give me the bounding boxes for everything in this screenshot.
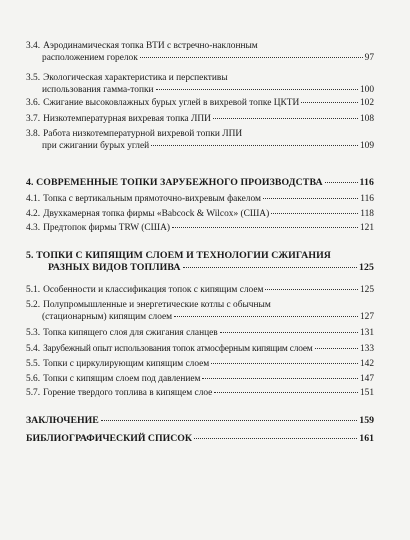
entry-title: Аэродинамическая топка ВТИ с встречно-наклонным	[43, 41, 258, 51]
toc-entry	[26, 358, 374, 370]
page-number: 118	[360, 209, 374, 219]
bibliography-heading	[26, 433, 374, 445]
page-number: 121	[359, 223, 374, 233]
page-number: 161	[359, 433, 374, 444]
leader-dots	[271, 213, 358, 214]
section-number: 3.6.	[26, 98, 41, 108]
section-number: 5.1.	[26, 285, 41, 295]
section-number: 5.3.	[26, 328, 41, 338]
entry-title: Топка кипящего слоя для сжигания сланцев	[43, 328, 218, 338]
section-number: 5.5.	[26, 359, 41, 369]
section-number: 5.2.	[26, 300, 41, 310]
section-number: 3.5.	[26, 73, 41, 83]
chapter-heading	[26, 250, 374, 274]
entry-title: Горение твердого топлива в кипящем слое	[43, 388, 213, 398]
entry-title: Топки с кипящим слоем под давлением	[43, 374, 201, 384]
toc-entry	[26, 343, 374, 355]
leader-dots	[213, 118, 358, 119]
section-number: 4.3.	[26, 223, 41, 233]
entry-title: Предтопок фирмы TRW (США)	[43, 223, 171, 233]
page-number: 116	[359, 177, 374, 188]
toc-entry	[26, 387, 374, 399]
entry-title-cont: (стационарным) кипящим слоем	[42, 312, 173, 322]
entry-title: Полупромышленные и энергетические котлы с обычным	[43, 300, 271, 310]
leader-dots	[101, 420, 357, 421]
entry-title: Особенности и классификация топок с кипящим слоем	[43, 285, 264, 295]
chapter-title-cont: РАЗНЫХ ВИДОВ ТОПЛИВА	[48, 262, 181, 273]
entry-title: Топка с вертикальным прямоточно-вихревым факелом	[43, 194, 261, 204]
leader-dots	[151, 145, 358, 146]
leader-dots	[172, 227, 358, 228]
section-number: 5.4.	[26, 344, 41, 354]
leader-dots	[220, 332, 358, 333]
leader-dots	[140, 57, 363, 58]
page-number: 100	[359, 85, 374, 95]
section-number: 3.4.	[26, 41, 41, 51]
entry-title-cont: использования гамма-топки	[42, 85, 154, 95]
leader-dots	[325, 182, 358, 183]
leader-dots	[263, 198, 358, 199]
page-number: 151	[359, 388, 374, 398]
page-number: 159	[359, 415, 374, 426]
toc-entry	[26, 222, 374, 234]
chapter-title: 4. СОВРЕМЕННЫЕ ТОПКИ ЗАРУБЕЖНОГО ПРОИЗВОДСТВА	[26, 177, 323, 188]
toc-entry	[26, 373, 374, 385]
leader-dots	[301, 102, 358, 103]
leader-dots	[183, 267, 357, 268]
leader-dots	[315, 348, 358, 349]
page-number: 125	[359, 262, 374, 273]
toc-entry	[26, 208, 374, 220]
section-number: 3.7.	[26, 114, 41, 124]
entry-title-cont: расположением горелок	[42, 53, 138, 63]
entry-title: Низкотемпературная вихревая топка ЛПИ	[43, 114, 211, 124]
entry-title-cont: при сжигании бурых углей	[42, 141, 150, 151]
page-number: 109	[359, 141, 374, 151]
toc-entry	[26, 193, 374, 205]
toc-entry	[26, 128, 374, 152]
page-number: 116	[360, 194, 374, 204]
toc-entry	[26, 284, 374, 296]
page-number: 125	[359, 285, 374, 295]
leader-dots	[214, 392, 358, 393]
section-number: 4.1.	[26, 194, 41, 204]
toc-entry	[26, 113, 374, 125]
conclusion-title: ЗАКЛЮЧЕНИЕ	[26, 415, 99, 426]
section-number: 3.8.	[26, 129, 41, 139]
leader-dots	[202, 378, 357, 379]
entry-title: Топки с циркулирующим кипящим слоем	[43, 359, 210, 369]
page-number: 147	[359, 374, 374, 384]
conclusion-heading	[26, 415, 374, 427]
toc-entry	[26, 97, 374, 109]
page-number: 133	[359, 344, 374, 354]
toc-entry	[26, 72, 374, 96]
page-number: 142	[359, 359, 374, 369]
section-number: 5.6.	[26, 374, 41, 384]
page-number: 131	[359, 328, 374, 338]
chapter-heading	[26, 177, 374, 189]
section-number: 4.2.	[26, 209, 41, 219]
page-number: 97	[364, 53, 374, 63]
entry-title: Сжигание высоковлажных бурых углей в вихревой топке ЦКТИ	[43, 98, 300, 108]
toc-entry	[26, 40, 374, 64]
page-number: 127	[359, 312, 374, 322]
toc-entry	[26, 299, 374, 323]
page-number: 102	[359, 98, 374, 108]
entry-title: Работа низкотемпературной вихревой топки ЛПИ	[43, 129, 243, 139]
leader-dots	[174, 316, 358, 317]
entry-title: Зарубежный опыт использования топок атмосферным кипящим слоем	[43, 344, 313, 354]
leader-dots	[194, 438, 357, 439]
bibliography-title: БИБЛИОГРАФИЧЕСКИЙ СПИСОК	[26, 433, 193, 444]
leader-dots	[265, 289, 358, 290]
entry-title: Экологическая характеристика и перспективы	[43, 73, 228, 83]
page-number: 108	[359, 114, 374, 124]
section-number: 5.7.	[26, 388, 41, 398]
leader-dots	[211, 363, 358, 364]
toc-entry	[26, 327, 374, 339]
chapter-title: 5. ТОПКИ С КИПЯЩИМ СЛОЕМ И ТЕХНОЛОГИИ СЖИГАНИЯ	[26, 250, 331, 261]
entry-title: Двухкамерная топка фирмы «Babcock & Wilcox» (США)	[43, 209, 270, 219]
leader-dots	[156, 89, 358, 90]
